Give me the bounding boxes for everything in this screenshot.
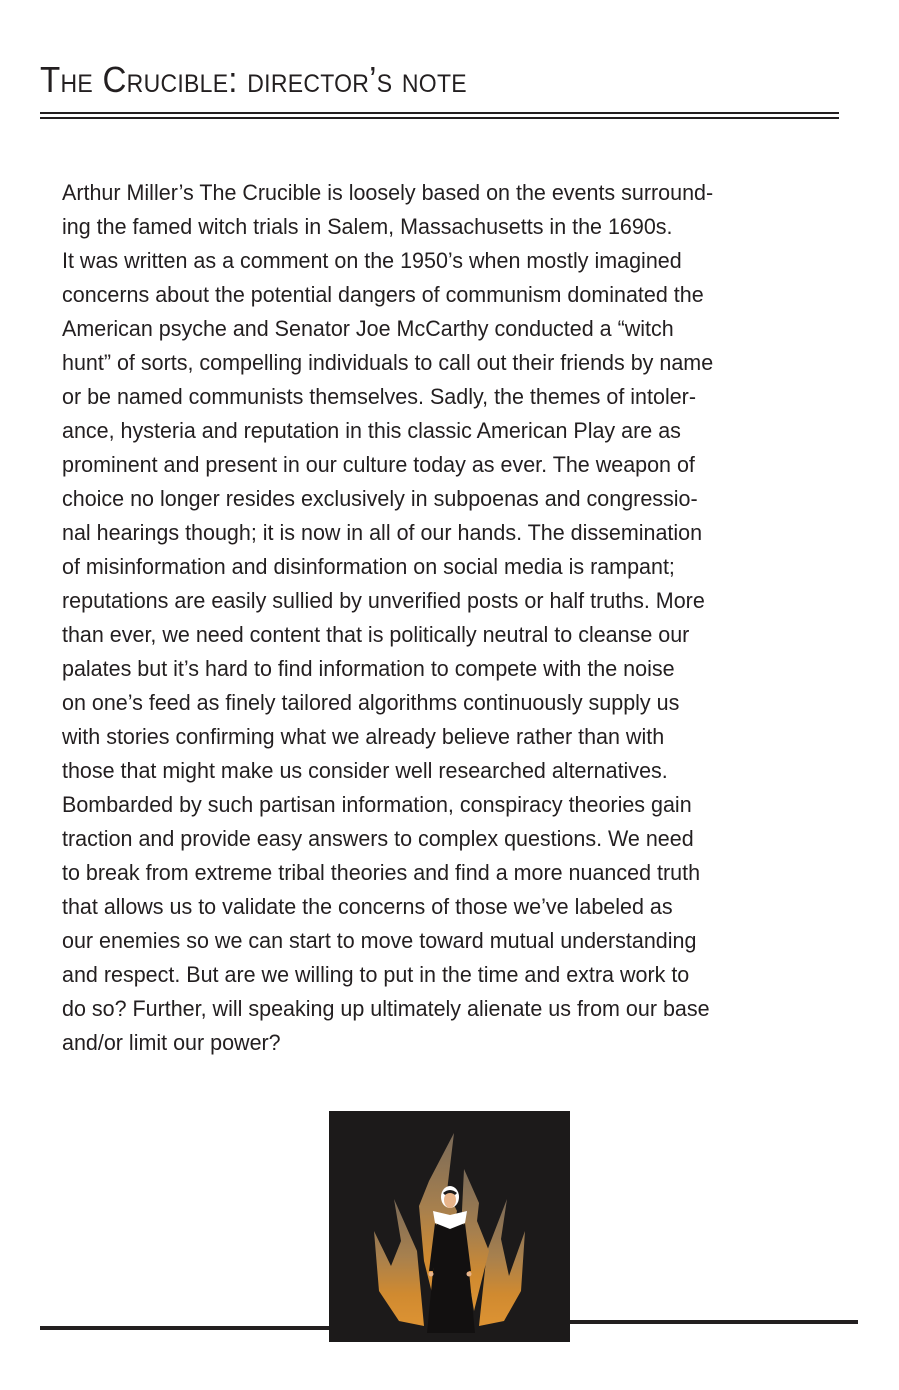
title-rule-top: [40, 112, 839, 114]
body-line: concerns about the potential dangers of communism dominated the: [62, 282, 704, 307]
body-line: prominent and present in our culture today as ever. The weapon of: [62, 452, 695, 477]
body-line: hunt” of sorts, compelling individuals to call out their friends by name: [62, 350, 714, 375]
title-rule-bottom: [40, 117, 839, 119]
body-line: nal hearings though; it is now in all of our hands. The dissemination: [62, 520, 703, 545]
director-note-body: [62, 176, 832, 1060]
body-line: Bombarded by such partisan information, conspiracy theories gain: [62, 792, 692, 817]
footer-rule-right: [560, 1320, 858, 1324]
body-line: ance, hysteria and reputation in this classic American Play are as: [62, 418, 681, 443]
body-line: choice no longer resides exclusively in subpoenas and congressio-: [62, 486, 698, 511]
body-line: than ever, we need content that is politically neutral to cleanse our: [62, 622, 690, 647]
body-line: our enemies so we can start to move toward mutual understanding: [62, 928, 697, 953]
body-line: and/or limit our power?: [62, 1030, 281, 1055]
body-line: ing the famed witch trials in Salem, Massachusetts in the 1690s.: [62, 214, 673, 239]
body-line: that allows us to validate the concerns of those we’ve labeled as: [62, 894, 673, 919]
body-line: American psyche and Senator Joe McCarthy conducted a “witch: [62, 316, 674, 341]
page-title: The Crucible: director’s note: [40, 59, 467, 100]
body-line: Arthur Miller’s The Crucible is loosely based on the events surround-: [62, 180, 714, 205]
body-line: and respect. But are we willing to put in the time and extra work to: [62, 962, 690, 987]
footer-rule-left: [40, 1326, 340, 1330]
body-line: of misinformation and disinformation on social media is rampant;: [62, 554, 675, 579]
body-line: to break from extreme tribal theories and find a more nuanced truth: [62, 860, 701, 885]
body-line: or be named communists themselves. Sadly, the themes of intoler-: [62, 384, 696, 409]
body-line: reputations are easily sullied by unverified posts or half truths. More: [62, 588, 705, 613]
body-line: palates but it’s hard to find information to compete with the noise: [62, 656, 675, 681]
body-line: those that might make us consider well researched alternatives.: [62, 758, 668, 783]
crucible-poster-image: [329, 1111, 570, 1342]
body-line: It was written as a comment on the 1950’s when mostly imagined: [62, 248, 682, 273]
body-line: do so? Further, will speaking up ultimately alienate us from our base: [62, 996, 710, 1021]
body-line: with stories confirming what we already believe rather than with: [62, 724, 665, 749]
flame-woman-illustration: [329, 1111, 570, 1342]
body-line: on one’s feed as finely tailored algorithms continuously supply us: [62, 690, 680, 715]
body-line: traction and provide easy answers to complex questions. We need: [62, 826, 694, 851]
